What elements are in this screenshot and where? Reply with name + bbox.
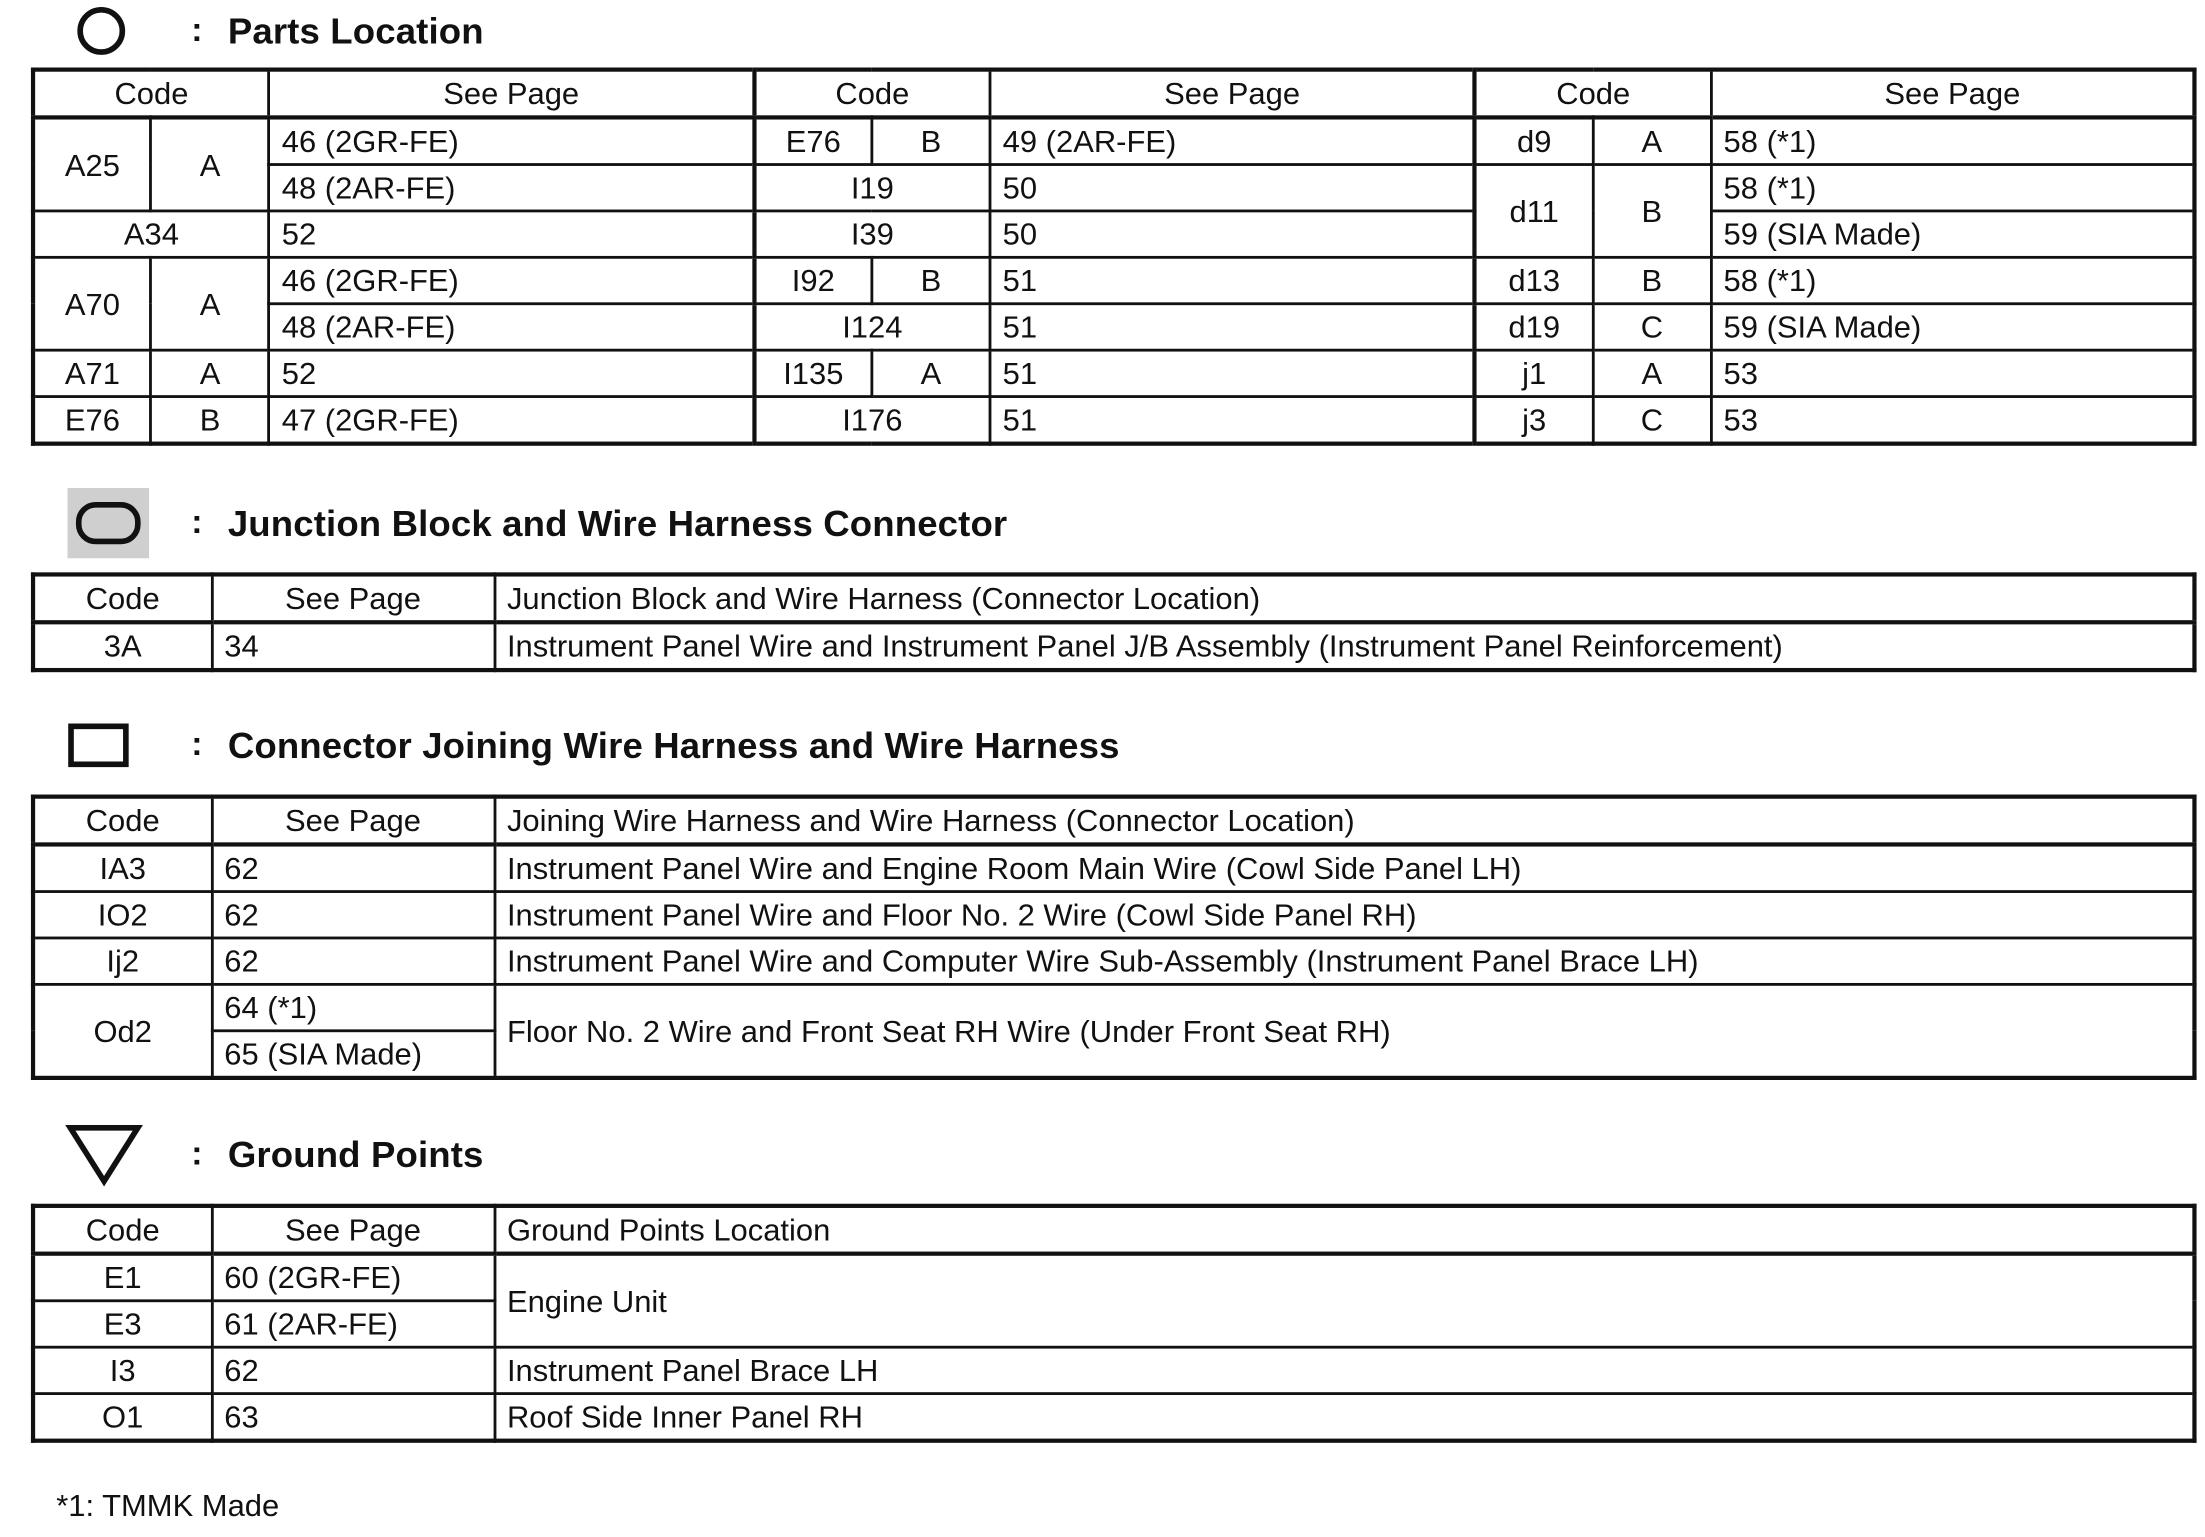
section-title: Connector Joining Wire Harness and Wire Harness [227,723,1120,766]
header-code: Code [33,797,212,845]
junction-block-table [31,572,2197,672]
sub-code-cell: A [1593,350,1711,396]
page-cell: 62 [212,892,495,938]
header-code: Code [33,1206,212,1254]
code-cell: E3 [33,1301,212,1347]
sub-code-cell: B [1593,257,1711,303]
page-cell: 63 [212,1394,495,1441]
sub-code-cell: C [1593,304,1711,350]
header-see-page: See Page [212,797,495,845]
table-row [33,844,2194,891]
page-cell: 58 (*1) [1711,117,2195,164]
page-cell: 53 [1711,397,2195,444]
connector-joining-heading [31,717,1120,773]
table-row [33,622,2194,670]
description-cell: Engine Unit [494,1254,2194,1348]
triangle-icon [31,1124,177,1186]
ground-points-heading [31,1126,484,1182]
circle-icon [31,3,177,59]
table-row [33,1394,2194,1441]
description-cell: Instrument Panel Wire and Instrument Panel J/B Assembly (Instrument Panel Reinforcement) [494,622,2194,670]
sub-code-cell: B [151,397,269,444]
section-title: Parts Location [227,9,484,52]
page-cell: 64 (*1) [212,984,495,1030]
sub-code-cell: B [872,117,990,164]
code-cell: Ij2 [33,938,212,984]
table-row [33,1254,2194,1301]
page-cell: 60 (2GR-FE) [212,1254,495,1301]
code-cell: I19 [754,165,990,211]
colon: : [191,1134,203,1173]
table-row [33,984,2194,1030]
colon: : [191,11,203,50]
sub-code-cell: A [1593,117,1711,164]
table-row [33,350,2194,396]
sub-code-cell: B [872,257,990,303]
header-description: Ground Points Location [494,1206,2194,1254]
code-cell: j1 [1475,350,1593,396]
sub-code-cell: A [151,350,269,396]
page-cell: 47 (2GR-FE) [269,397,754,444]
description-cell: Instrument Panel Wire and Floor No. 2 Wire (Cowl Side Panel RH) [494,892,2194,938]
code-cell: A71 [33,350,151,396]
description-cell: Floor No. 2 Wire and Front Seat RH Wire (Under Front Seat RH) [494,984,2194,1078]
code-cell: I39 [754,211,990,257]
header-see-page: See Page [990,70,1475,118]
parts-location-table [31,68,2197,446]
code-cell: I135 [754,350,872,396]
code-cell: E1 [33,1254,212,1301]
table-row [33,304,2194,350]
code-cell: d13 [1475,257,1593,303]
page-cell: 34 [212,622,495,670]
code-cell: 3A [33,622,212,670]
page-cell: 59 (SIA Made) [1711,211,2195,257]
sub-code-cell: C [1593,397,1711,444]
page-cell: 65 (SIA Made) [212,1031,495,1078]
code-cell: Od2 [33,984,212,1078]
code-cell: A70 [33,257,151,350]
header-code: Code [33,574,212,622]
code-cell: d11 [1475,165,1593,258]
description-cell: Instrument Panel Brace LH [494,1347,2194,1393]
code-cell: j3 [1475,397,1593,444]
ground-points-table [31,1204,2197,1443]
code-cell: d19 [1475,304,1593,350]
table-header-row [33,797,2194,845]
table-row [33,397,2194,444]
code-cell: d9 [1475,117,1593,164]
description-cell: Instrument Panel Wire and Computer Wire Sub-Assembly (Instrument Panel Brace LH) [494,938,2194,984]
connector-joining-table [31,795,2197,1080]
page-cell: 61 (2AR-FE) [212,1301,495,1347]
page-cell: 62 [212,938,495,984]
table-header-row [33,1206,2194,1254]
rectangle-icon [31,717,177,773]
page-cell: 46 (2GR-FE) [269,257,754,303]
header-description: Joining Wire Harness and Wire Harness (Connector Location) [494,797,2194,845]
header-description: Junction Block and Wire Harness (Connector Location) [494,574,2194,622]
header-see-page: See Page [269,70,754,118]
page-cell: 48 (2AR-FE) [269,165,754,211]
page-cell: 52 [269,211,754,257]
page-cell: 50 [990,211,1475,257]
code-cell: O1 [33,1394,212,1441]
code-cell: I92 [754,257,872,303]
page-cell: 51 [990,350,1475,396]
table-row [33,211,2194,257]
page-cell: 49 (2AR-FE) [990,117,1475,164]
page-cell: 52 [269,350,754,396]
table-row [33,892,2194,938]
colon: : [191,725,203,764]
section-title: Ground Points [227,1132,484,1175]
description-cell: Instrument Panel Wire and Engine Room Main Wire (Cowl Side Panel LH) [494,844,2194,891]
page-cell: 48 (2AR-FE) [269,304,754,350]
code-cell: I124 [754,304,990,350]
page-cell: 50 [990,165,1475,211]
junction-block-heading [31,495,1007,551]
page-cell: 62 [212,844,495,891]
header-code: Code [754,70,990,118]
code-cell: E76 [754,117,872,164]
sub-code-cell: A [151,257,269,350]
page-cell: 51 [990,257,1475,303]
table-header-row [33,574,2194,622]
header-see-page: See Page [212,1206,495,1254]
table-header-row [33,70,2194,118]
page-cell: 51 [990,304,1475,350]
code-cell: I3 [33,1347,212,1393]
page-cell: 46 (2GR-FE) [269,117,754,164]
sub-code-cell: A [872,350,990,396]
colon: : [191,503,203,542]
code-cell: I176 [754,397,990,444]
code-cell: A25 [33,117,151,211]
table-row [33,257,2194,303]
description-cell: Roof Side Inner Panel RH [494,1394,2194,1441]
section-title: Junction Block and Wire Harness Connector [227,501,1008,544]
page-cell: 53 [1711,350,2195,396]
page-cell: 62 [212,1347,495,1393]
parts-location-heading [31,3,484,59]
table-row [33,165,2194,211]
rounded-rect-icon [31,495,177,551]
code-cell: A34 [33,211,269,257]
page-cell: 59 (SIA Made) [1711,304,2195,350]
table-row [33,938,2194,984]
page-cell: 51 [990,397,1475,444]
page-cell: 58 (*1) [1711,257,2195,303]
page-cell: 58 (*1) [1711,165,2195,211]
footnote: *1: TMMK Made [56,1487,280,1523]
header-see-page: See Page [212,574,495,622]
sub-code-cell: B [1593,165,1711,258]
code-cell: E76 [33,397,151,444]
table-row [33,1347,2194,1393]
table-row [33,117,2194,164]
code-cell: IA3 [33,844,212,891]
header-code: Code [1475,70,1711,118]
header-code: Code [33,70,269,118]
header-see-page: See Page [1711,70,2195,118]
sub-code-cell: A [151,117,269,211]
code-cell: IO2 [33,892,212,938]
